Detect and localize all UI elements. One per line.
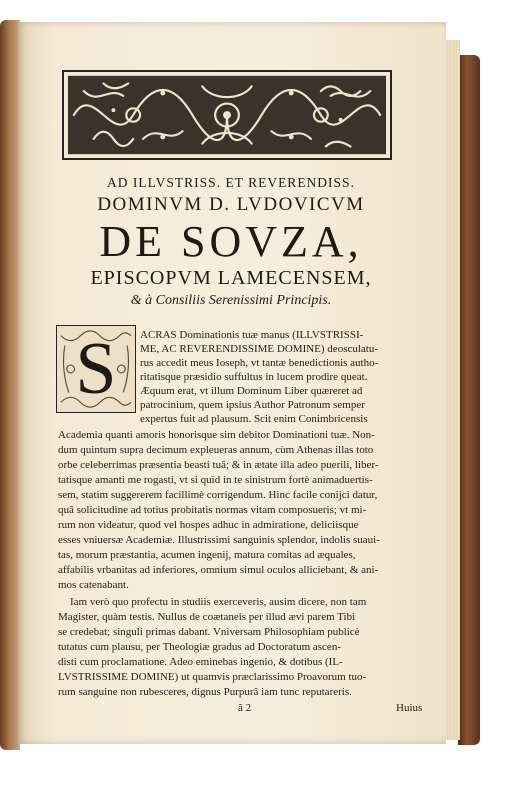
catchword: Huius [396, 702, 423, 714]
text-line: Æquum erat, vt illum Dominum Liber quæreret ad [140, 385, 363, 397]
text-line: expertus fuit ad plausum. Scit enim Conimbricensis [140, 413, 368, 425]
foliage-ornament-icon [64, 72, 390, 158]
signature-mark: ã 2 [238, 702, 252, 714]
dedication-title [48, 165, 414, 311]
text-line: ME, AC REVERENDISSIME DOMINE) deosculatu- [140, 343, 379, 355]
text-line: se credebat; singuli primas dabant. Vniversam Philosophiam publicè [58, 626, 360, 638]
left-cover-board [0, 20, 20, 750]
text-line: dum quintum supra decimum expleueras annum, cùm Athenas illas toto [58, 444, 374, 456]
text-line: patrocinium, quem ipsius Author Patronum semper [140, 399, 365, 411]
text-line: sem, statim suggererem facillimè corrigendum. Hinc facile conijci datur, [58, 489, 378, 501]
ornamental-headpiece [62, 70, 392, 160]
drop-cap-initial [56, 325, 136, 413]
text-line: ACRAS Dominationis tuæ manus (ILLVSTRISSI- [140, 329, 364, 341]
right-cover-board [458, 55, 480, 745]
text-line: orbe celeberrimas præsentia beasti tuâ; & in ætate illa adeo puerili, liber- [58, 459, 379, 471]
text-line: Academia quanti amoris honorisque sim debitor Dominationi tuæ. Non- [58, 429, 375, 441]
dedication-line-2: DOMINVM D. LVDOVICVM [97, 194, 365, 215]
text-line: tatisque amanti me rogasti, vt si quid in te sinistrum fortè animaduertis- [58, 474, 373, 486]
text-line: quâ solicitudine ad totius probitatis normas vitam composueris; vt mi- [58, 504, 367, 516]
text-line: esses vniuersæ Academiæ. Illustrissimi sanguinis splendor, indolis suaui- [58, 534, 380, 546]
drop-cap-letter: S [75, 328, 117, 410]
text-line: Magister, quàm testis. Nullus de coætaneis per illud ævi parem Tibi [58, 611, 356, 623]
text-line: mos catenabant. [58, 579, 129, 591]
text-line: rum sanguine non rubesceres, dignus Purpurâ iam tunc reputareris. [58, 686, 352, 698]
dedication-line-1: AD ILLVSTRISS. ET REVERENDISS. [107, 175, 355, 190]
text-line: Iam verò quo profectu in studiis exerceveris, ausim dicere, non tam [70, 596, 367, 608]
text-line: rus accedit meus Ioseph, vt tantæ benedictionis autho- [140, 357, 379, 369]
text-line: disti cum proclamatione. Adeo eminebas ingenio, & dotibus (IL- [58, 656, 343, 668]
text-line: affabilis vrbanitas ad inferiores, omnium simul oculos alliciebant, & ani- [58, 564, 379, 576]
text-line: rum non videatur, quod vel hospes adhuc in admiratione, deliciisque [58, 519, 359, 531]
text-line: tas, morum præstantia, acumen ingenij, matura comitas ad æquales, [58, 549, 356, 561]
dedication-name: DE SOVZA, [99, 217, 363, 266]
text-line: LVSTRISSIME DOMINE) ut quamvis præclarissimo Proavorum tuo- [58, 671, 367, 683]
dedication-line-4: EPISCOPVM LAMECENSEM, [90, 267, 372, 289]
dedication-line-5: & à Consiliis Serenissimi Principis. [130, 293, 332, 308]
text-line: ritatisque præsidio suffultus in lucem prodire queat. [140, 371, 368, 383]
text-line: tutatus cum plausu, per Theologiæ gradus ad Doctoratum ascen- [58, 641, 341, 653]
